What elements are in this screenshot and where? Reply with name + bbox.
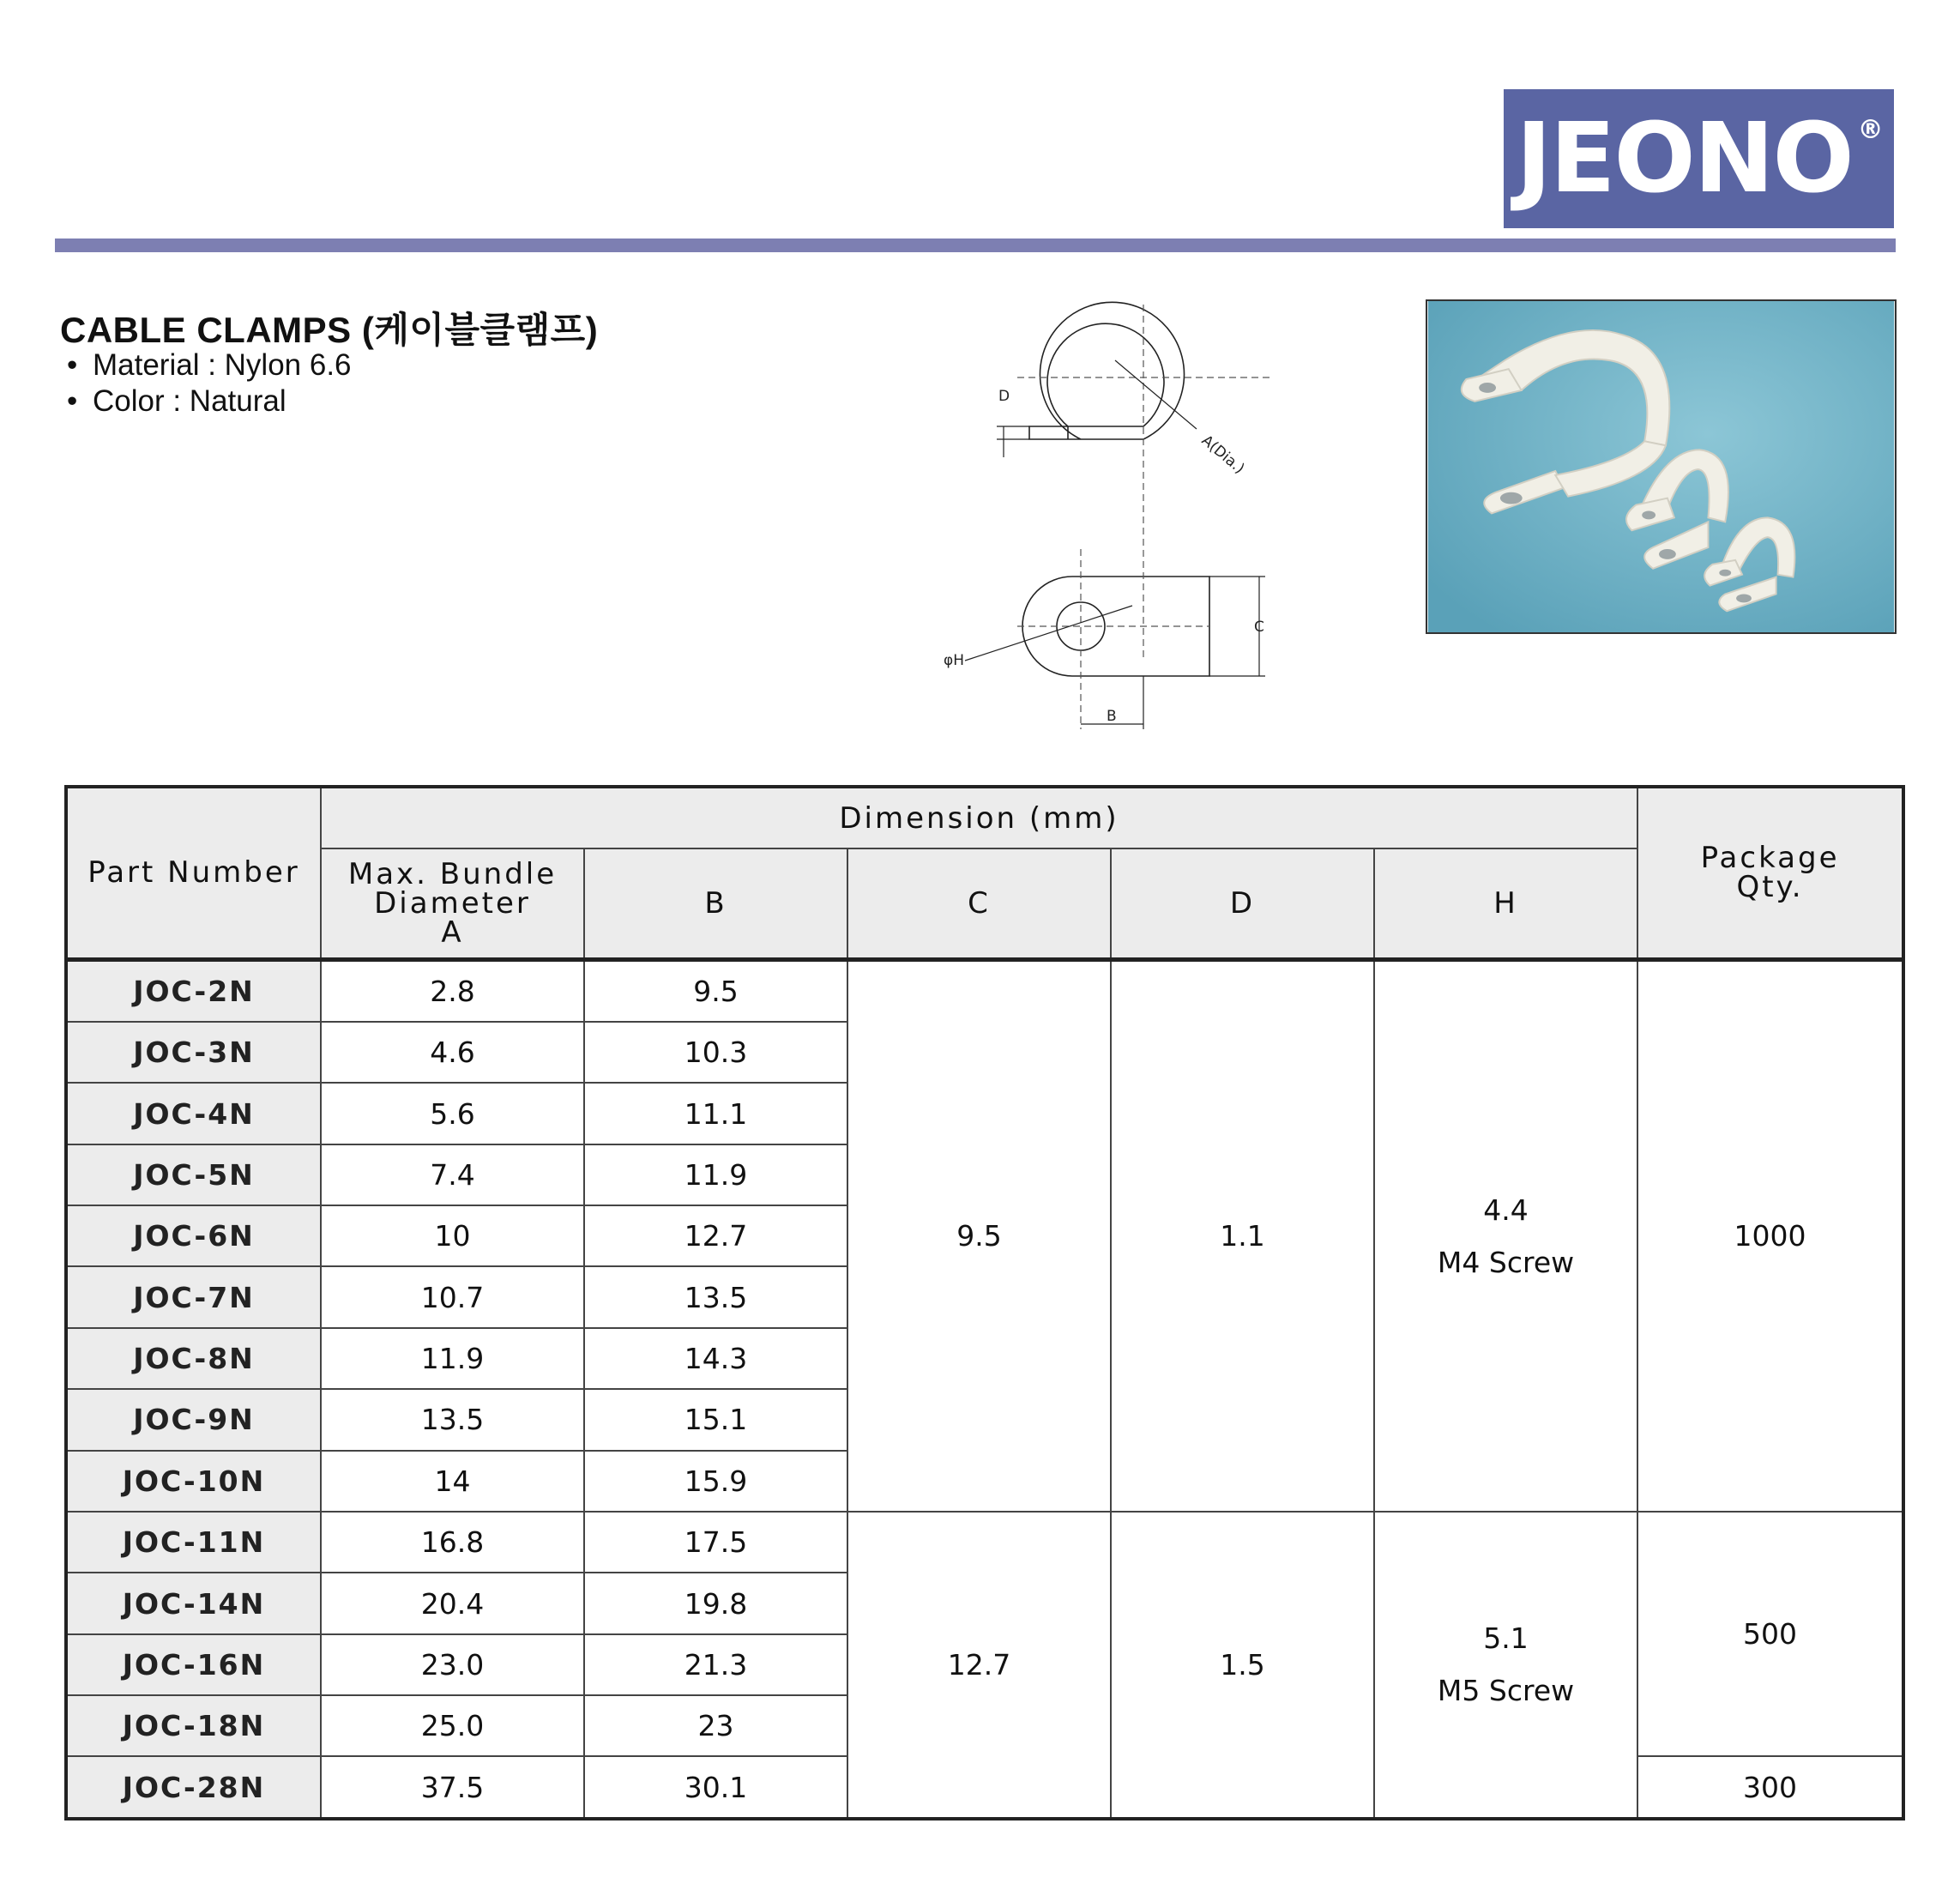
part-number-cell: JOC-14N — [66, 1573, 321, 1633]
bullet: • — [67, 384, 78, 418]
a-cell: 20.4 — [321, 1573, 584, 1633]
spec-color — [67, 384, 286, 419]
header-c: C — [847, 848, 1111, 959]
header-part-number: Part Number — [66, 787, 321, 959]
table-row — [66, 1512, 1903, 1573]
brand-name: JEONO — [1516, 103, 1853, 214]
header-package-qty — [1637, 787, 1903, 959]
header-h: H — [1374, 848, 1637, 959]
a-cell: 2.8 — [321, 959, 584, 1022]
b-cell: 11.1 — [584, 1083, 847, 1144]
part-number-cell: JOC-28N — [66, 1756, 321, 1819]
c-group1-cell: 9.5 — [847, 959, 1111, 1512]
table-row — [66, 959, 1903, 1022]
b-cell: 13.5 — [584, 1266, 847, 1327]
spec-color-text: Color : Natural — [93, 384, 286, 418]
part-number-cell: JOC-5N — [66, 1144, 321, 1205]
a-cell: 14 — [321, 1451, 584, 1512]
header-a-line3: A — [441, 915, 464, 950]
b-cell: 9.5 — [584, 959, 847, 1022]
b-cell: 17.5 — [584, 1512, 847, 1573]
part-number-cell: JOC-8N — [66, 1328, 321, 1389]
diagram-drawing — [935, 300, 1278, 738]
table-header-row — [66, 787, 1903, 848]
qty-last-cell: 300 — [1637, 1756, 1903, 1819]
label-c: C — [1254, 619, 1264, 636]
header-a — [321, 848, 584, 959]
label-a: A(Dia.) — [1197, 432, 1248, 478]
header-package-line2: Qty. — [1736, 870, 1804, 905]
a-cell: 13.5 — [321, 1389, 584, 1450]
c-group2-cell: 12.7 — [847, 1512, 1111, 1819]
b-cell: 11.9 — [584, 1144, 847, 1205]
b-cell: 15.1 — [584, 1389, 847, 1450]
a-cell: 11.9 — [321, 1328, 584, 1389]
part-number-cell: JOC-7N — [66, 1266, 321, 1327]
part-number-cell: JOC-10N — [66, 1451, 321, 1512]
label-d: D — [998, 388, 1010, 405]
brand-logo — [1504, 89, 1894, 228]
bullet: • — [67, 348, 78, 382]
a-cell: 4.6 — [321, 1022, 584, 1083]
b-cell: 30.1 — [584, 1756, 847, 1819]
b-cell: 23 — [584, 1695, 847, 1756]
a-cell: 25.0 — [321, 1695, 584, 1756]
d-group2-cell: 1.5 — [1111, 1512, 1374, 1819]
b-cell: 14.3 — [584, 1328, 847, 1389]
h-group2-cell — [1374, 1512, 1637, 1819]
h-group2-screw: M5 Screw — [1437, 1674, 1575, 1708]
header-dimension: Dimension (mm) — [321, 787, 1637, 848]
part-number-cell: JOC-16N — [66, 1634, 321, 1695]
a-cell: 23.0 — [321, 1634, 584, 1695]
a-cell: 16.8 — [321, 1512, 584, 1573]
header-a-line1: Max. Bundle — [347, 856, 558, 891]
header-a-line2: Diameter — [374, 885, 531, 921]
product-photo — [1426, 299, 1897, 634]
header-d: D — [1111, 848, 1374, 959]
a-cell: 5.6 — [321, 1083, 584, 1144]
h-group2-value: 5.1 — [1483, 1621, 1529, 1656]
a-cell: 10.7 — [321, 1266, 584, 1327]
a-cell: 7.4 — [321, 1144, 584, 1205]
registered-mark: ® — [1857, 114, 1882, 145]
h-group1-value: 4.4 — [1483, 1193, 1529, 1227]
clamp-dimension-diagram — [935, 300, 1278, 738]
header-divider — [55, 239, 1896, 252]
part-number-cell: JOC-9N — [66, 1389, 321, 1450]
spec-table — [64, 785, 1905, 1821]
qty-group1-cell: 1000 — [1637, 959, 1903, 1512]
d-group1-cell: 1.1 — [1111, 959, 1374, 1512]
b-cell: 10.3 — [584, 1022, 847, 1083]
label-h: φH — [944, 652, 964, 669]
header-b: B — [584, 848, 847, 959]
part-number-cell: JOC-2N — [66, 959, 321, 1022]
spec-material — [67, 348, 352, 383]
spec-material-text: Material : Nylon 6.6 — [93, 348, 352, 382]
a-cell: 37.5 — [321, 1756, 584, 1819]
b-cell: 15.9 — [584, 1451, 847, 1512]
b-cell: 19.8 — [584, 1573, 847, 1633]
part-number-cell: JOC-3N — [66, 1022, 321, 1083]
header-package-line1: Package — [1700, 841, 1840, 876]
h-group1-screw: M4 Screw — [1437, 1245, 1575, 1279]
b-cell: 21.3 — [584, 1634, 847, 1695]
part-number-cell: JOC-4N — [66, 1083, 321, 1144]
table-subheader-row — [66, 848, 1903, 959]
qty-group2-cell: 500 — [1637, 1512, 1903, 1757]
label-b: B — [1107, 708, 1117, 725]
part-number-cell: JOC-18N — [66, 1695, 321, 1756]
h-group1-cell — [1374, 959, 1637, 1512]
clamp-photo-illustration — [1427, 301, 1895, 632]
part-number-cell: JOC-11N — [66, 1512, 321, 1573]
page-title: CABLE CLAMPS (케이블클램프) — [60, 310, 599, 350]
a-cell: 10 — [321, 1205, 584, 1266]
b-cell: 12.7 — [584, 1205, 847, 1266]
part-number-cell: JOC-6N — [66, 1205, 321, 1266]
